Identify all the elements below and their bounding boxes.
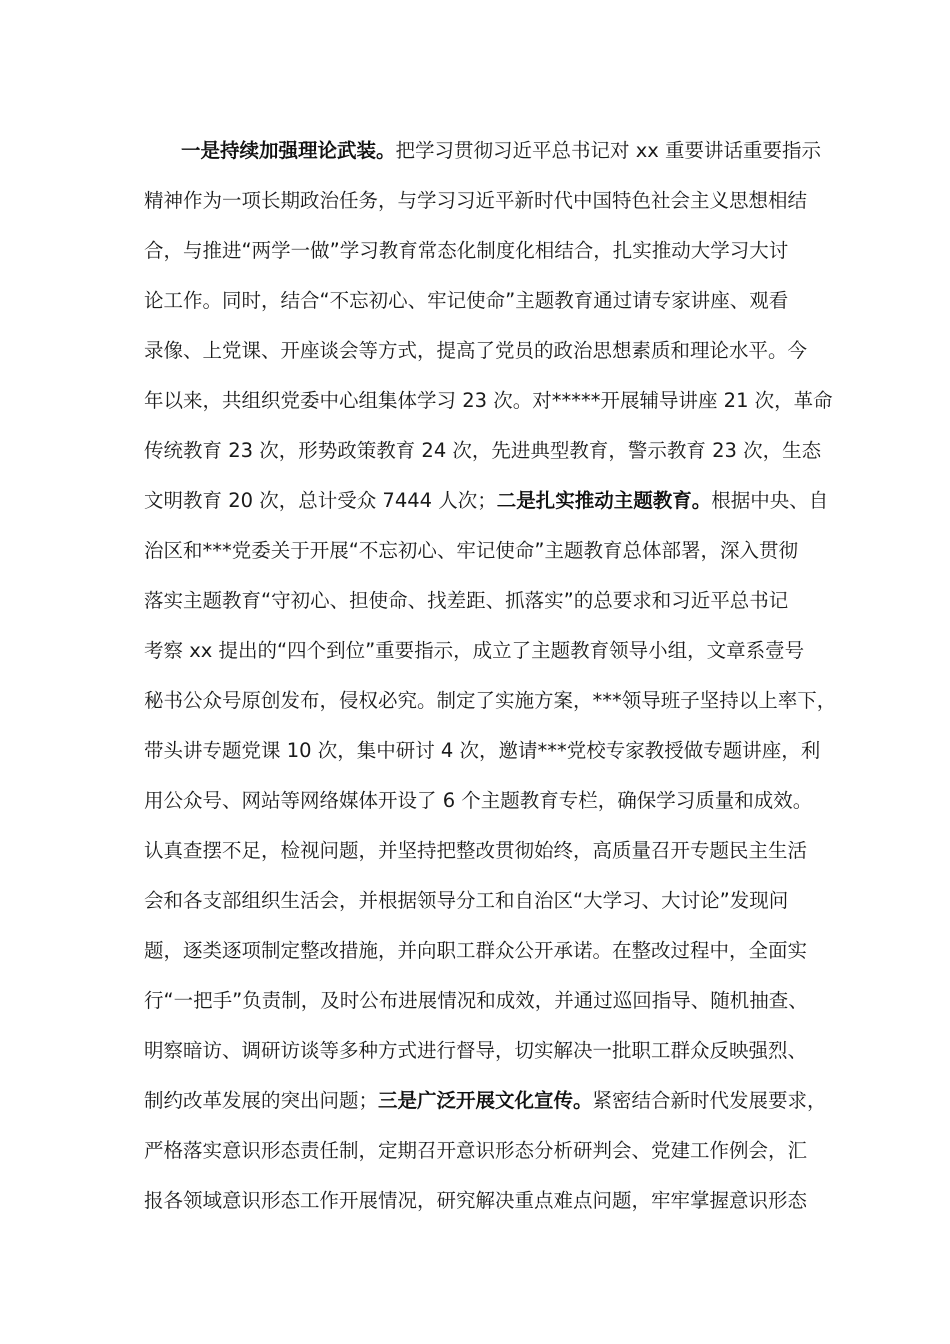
text-line [144, 1126, 814, 1176]
text-run: 紧密结合新时代发展要求， [592, 1089, 827, 1112]
text-run: 会和各支部组织生活会，并根据领导分工和自治区“大学习、大讨论”发现问 [144, 889, 789, 912]
text-run: 精神作为一项长期政治任务，与学习习近平新时代中国特色社会主义思想相结 [144, 189, 808, 212]
text-line [144, 676, 837, 726]
text-run: 传统教育 23 次，形势政策教育 24 次，先进典型教育，警示教育 23 次，生态 [144, 439, 822, 462]
text-run: 制约改革发展的突出问题； [144, 1089, 379, 1112]
text-run: 秘书公众号原创发布，侵权必究。制定了实施方案，***领导班子坚持以上率下， [144, 689, 837, 712]
text-run: 根据中央、自 [711, 489, 829, 512]
text-run: 合，与推进“两学一做”学习教育常态化制度化相结合，扎实推动大学习大讨 [144, 239, 789, 262]
text-line [144, 826, 814, 876]
text-line [144, 426, 822, 476]
text-line [144, 126, 821, 176]
text-line [144, 926, 814, 976]
text-line [144, 726, 821, 776]
text-run: 录像、上党课、开座谈会等方式，提高了党员的政治思想素质和理论水平。今 [144, 339, 808, 362]
text-run: 文明教育 20 次，总计受众 7444 人次； [144, 489, 497, 512]
text-line [144, 376, 833, 426]
text-line [144, 1026, 814, 1076]
text-line [144, 476, 829, 526]
text-line [144, 776, 814, 826]
text-line [144, 1076, 827, 1126]
text-line [144, 626, 814, 676]
section-heading: 二是扎实推动主题教育。 [496, 489, 712, 512]
section-heading: 三是广泛开展文化宣传。 [378, 1089, 593, 1112]
text-run: 明察暗访、调研访谈等多种方式进行督导，切实解决一批职工群众反映强烈、 [144, 1039, 808, 1062]
text-run: 行“一把手”负责制，及时公布进展情况和成效，并通过巡回指导、随机抽查、 [144, 989, 808, 1012]
text-run: 报各领域意识形态工作开展情况，研究解决重点难点问题，牢牢掌握意识形态 [144, 1189, 808, 1212]
text-run: 带头讲专题党课 10 次，集中研讨 4 次，邀请***党校专家教授做专题讲座，利 [144, 739, 821, 762]
text-line [144, 276, 814, 326]
text-run: 落实主题教育“守初心、担使命、找差距、抓落实”的总要求和习近平总书记 [144, 589, 789, 612]
text-run: 治区和***党委关于开展“不忘初心、牢记使命”主题教育总体部署，深入贯彻 [144, 539, 798, 562]
text-run: 把学习贯彻习近平总书记对 xx 重要讲话重要指示 [395, 139, 821, 162]
text-run: 年以来，共组织党委中心组集体学习 23 次。对*****开展辅导讲座 21 次，革命 [144, 389, 833, 412]
text-line [144, 176, 814, 226]
text-run: 论工作。同时，结合“不忘初心、牢记使命”主题教育通过请专家讲座、观看 [144, 289, 789, 312]
text-line [144, 526, 814, 576]
section-heading: 一是持续加强理论武装。 [181, 139, 396, 162]
text-line [144, 226, 814, 276]
text-line [144, 326, 814, 376]
text-run: 认真查摆不足，检视问题，并坚持把整改贯彻始终，高质量召开专题民主生活 [144, 839, 808, 862]
body-text [144, 126, 837, 1226]
text-line [144, 576, 814, 626]
text-line [144, 976, 814, 1026]
text-run: 用公众号、网站等网络媒体开设了 6 个主题教育专栏，确保学习质量和成效。 [144, 789, 813, 812]
text-run: 严格落实意识形态责任制，定期召开意识形态分析研判会、党建工作例会，汇 [144, 1139, 808, 1162]
text-line [144, 1176, 814, 1226]
text-line [144, 876, 814, 926]
text-run: 考察 xx 提出的“四个到位”重要指示，成立了主题教育领导小组，文章系壹号 [144, 639, 805, 662]
text-run: 题，逐类逐项制定整改措施，并向职工群众公开承诺。在整改过程中，全面实 [144, 939, 808, 962]
